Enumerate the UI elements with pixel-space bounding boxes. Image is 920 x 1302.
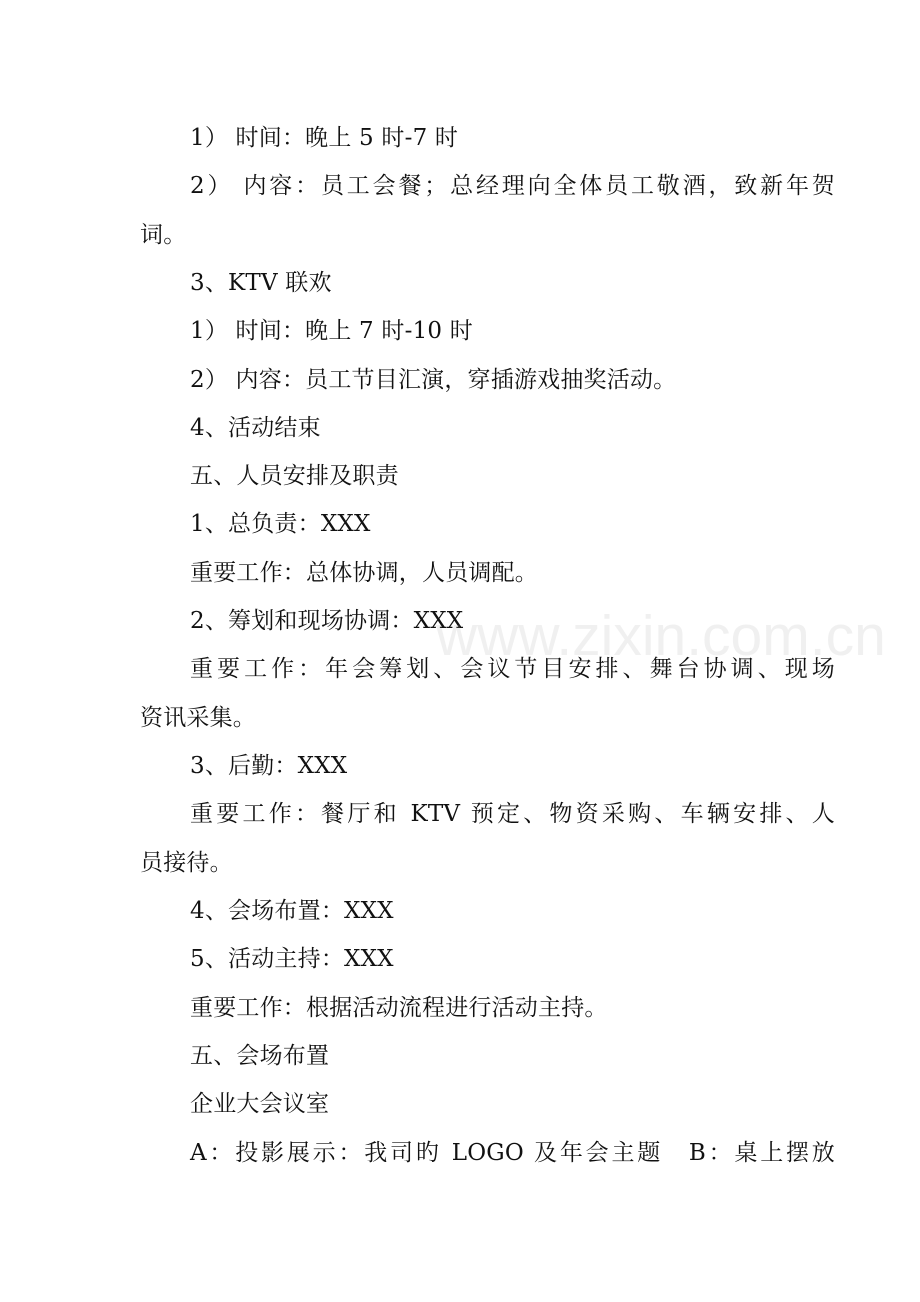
section-heading: 五、会场布置 — [190, 1043, 330, 1069]
text-line: 2、筹划和现场协调：XXX — [190, 608, 464, 634]
text-line: 2） 内容：员工会餐；总经理向全体员工敬酒，致新年贺 — [190, 173, 835, 199]
watermark: www.zixin.com.cn — [436, 604, 886, 668]
text-line: 1、总负责：XXX — [190, 511, 371, 537]
text-line: 4、活动结束 — [190, 415, 321, 441]
text-line: 2） 内容：员工节目汇演，穿插游戏抽奖活动。 — [190, 367, 677, 393]
text-line: 1） 时间：晚上 7 时-10 时 — [190, 318, 473, 344]
text-line: 重要工作：年会筹划、会议节目安排、舞台协调、现场 — [190, 656, 835, 682]
text-line: 资讯采集。 — [140, 705, 256, 731]
text-line: 1） 时间：晚上 5 时-7 时 — [190, 125, 459, 151]
text-line: A：投影展示：我司旳 LOGO 及年会主题 B：桌上摆放 — [190, 1140, 835, 1166]
text-line: 重要工作：餐厅和 KTV 预定、物资采购、车辆安排、人 — [190, 801, 835, 827]
text-line: 3、KTV 联欢 — [190, 270, 332, 296]
text-line: 重要工作：总体协调，人员调配。 — [190, 560, 538, 586]
text-line: 重要工作：根据活动流程进行活动主持。 — [190, 995, 608, 1021]
section-heading: 五、人员安排及职责 — [190, 463, 399, 489]
text-line: 3、后勤：XXX — [190, 753, 348, 779]
text-line: 4、会场布置：XXX — [190, 898, 394, 924]
text-line: 5、活动主持：XXX — [190, 946, 394, 972]
text-line: 员接待。 — [140, 850, 233, 876]
text-line: 企业大会议室 — [190, 1091, 330, 1117]
text-line: 词。 — [140, 222, 187, 248]
